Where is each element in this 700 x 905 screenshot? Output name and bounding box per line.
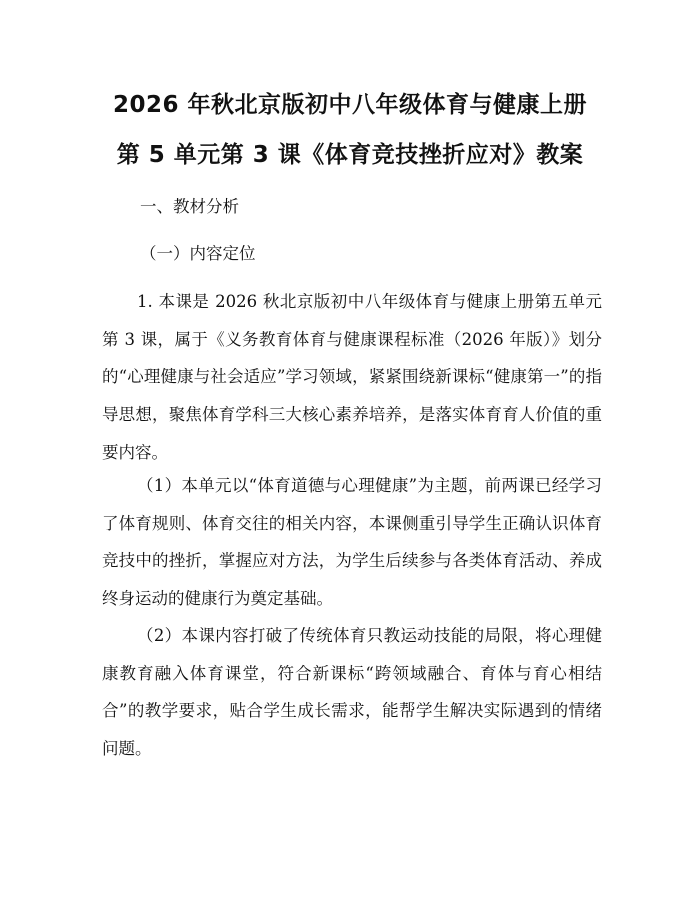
- section-heading: 一、教材分析: [140, 197, 239, 216]
- document-title-line-2: 第 5 单元第 3 课《体育竞技挫折应对》教案: [116, 142, 584, 168]
- paragraph-2: （1）本单元以“体育道德与心理健康”为主题，前两课已经学习了体育规则、体育交往的相关内容，本课侧重引导学生正确认识体育竞技中的挫折，掌握应对方法，为学生后续参与各类体育活动、养成终身运动的健康行为奠定基础。: [102, 476, 602, 609]
- subsection-heading: （一）内容定位: [140, 244, 256, 263]
- paragraph-1: 1. 本课是 2026 秋北京版初中八年级体育与健康上册第五单元第 3 课，属于《义务教育体育与健康课程标准（2026 年版）》划分的“心理健康与社会适应”学习领域，紧紧围绕新课标“健康第一”的指导思想，聚焦体育学科三大核心素养培养，是落实体育育人价值的重要内容。: [102, 292, 602, 462]
- paragraph-3: （2）本课内容打破了传统体育只教运动技能的局限，将心理健康教育融入体育课堂，符合新课标“跨领域融合、育体与育心相结合”的教学要求，贴合学生成长需求，能帮学生解决实际遇到的情绪问题。: [102, 626, 602, 759]
- document-title-line-1: 2026 年秋北京版初中八年级体育与健康上册: [112, 92, 588, 118]
